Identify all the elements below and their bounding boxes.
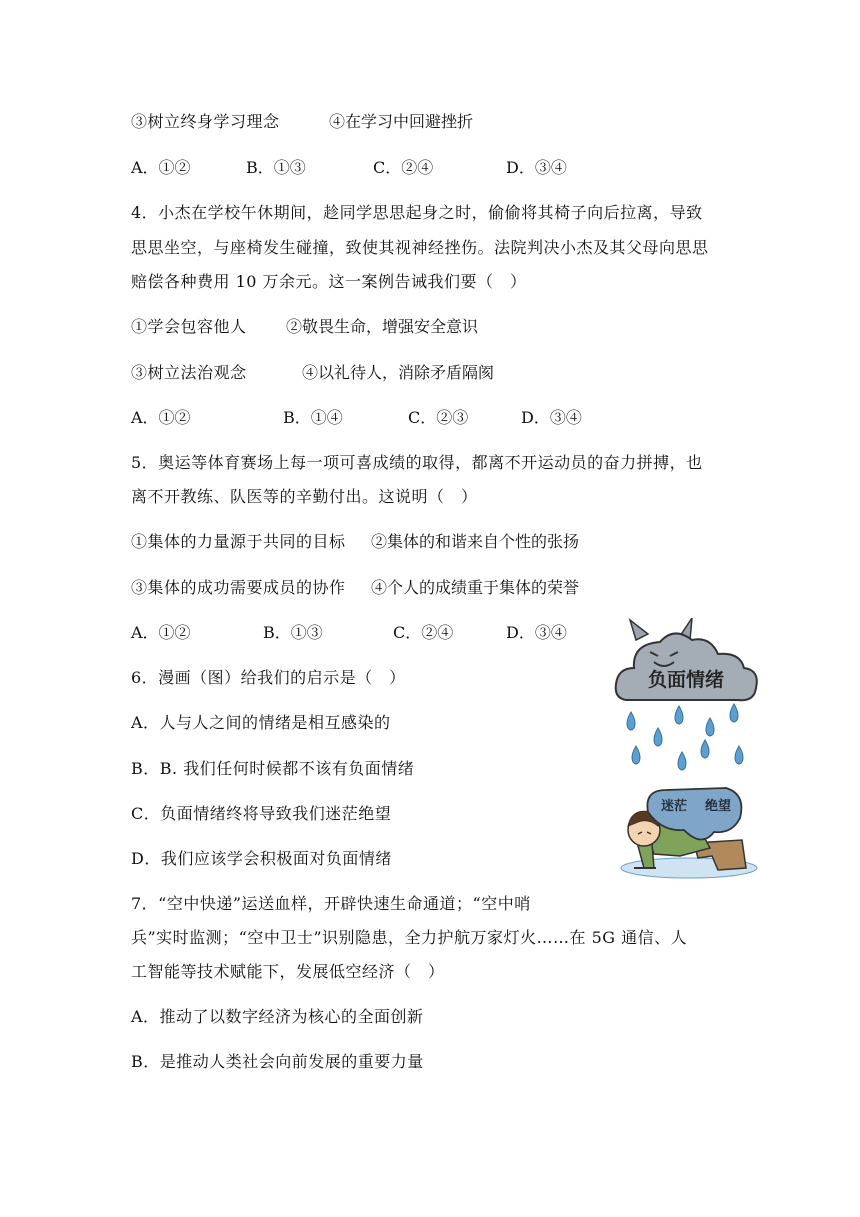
q4-option-3: ③树立法治观念: [131, 363, 247, 382]
negative-emotion-cartoon: [614, 618, 764, 888]
q7-stem-line-1: 7．“空中快递”运送血样，开辟快速生命通道；“空中哨: [131, 894, 531, 913]
q7-stem-line-2: 兵”实时监测；“空中卫士”识别隐患，全力护航万家灯火……在 5G 通信、人: [131, 928, 688, 947]
q4-stem-line-3: 赔偿各种费用 10 万余元。这一案例告诫我们要（ ）: [131, 272, 527, 291]
q6-choice-b: B．B. 我们任何时候都不该有负面情绪: [131, 759, 415, 778]
cloud-label: 负面情绪: [647, 669, 725, 691]
q4-option-2: ②敬畏生命，增强安全意识: [286, 317, 479, 336]
q6-choice-d: D．我们应该学会积极面对负面情绪: [131, 849, 392, 868]
q4-choice-d: D．③④: [521, 408, 582, 427]
q4-choice-b: B．①④: [283, 408, 343, 427]
q5-choice-b: B．①③: [263, 623, 323, 642]
q4-stem-line-1: 4．小杰在学校午休期间，趁同学思思起身之时，偷偷将其椅子向后拉离，导致: [131, 203, 703, 222]
q5-option-2: ②集体的和谐来自个性的张扬: [371, 532, 580, 551]
sack-label-right: 绝望: [704, 799, 732, 814]
q4-option-1: ①学会包容他人: [131, 317, 247, 336]
q5-choice-c: C．②④: [393, 623, 454, 642]
q5-choice-d: D．③④: [506, 623, 567, 642]
q4-option-4: ④以礼待人，消除矛盾隔阂: [302, 363, 495, 382]
q5-option-3: ③集体的成功需要成员的协作: [131, 578, 346, 597]
q6-choice-a: A．人与人之间的情绪是相互感染的: [131, 713, 391, 732]
q7-choice-a: A．推动了以数字经济为核心的全面创新: [131, 1007, 424, 1026]
q7-choice-b: B．是推动人类社会向前发展的重要力量: [131, 1052, 424, 1071]
sack-label-left: 迷茫: [660, 799, 688, 814]
q4-choice-c: C．②③: [408, 408, 469, 427]
q4-stem-line-2: 思思坐空，与座椅发生碰撞，致使其视神经挫伤。法院判决小杰及其父母向思思: [131, 238, 709, 257]
q3-choice-a: A．①②: [131, 158, 191, 177]
q5-stem-line-1: 5．奥运等体育赛场上每一项可喜成绩的取得，都离不开运动员的奋力拼搏，也: [131, 453, 703, 472]
q3-option-3: ③树立终身学习理念: [131, 112, 280, 131]
q3-choice-c: C．②④: [373, 158, 434, 177]
q3-choice-d: D．③④: [506, 158, 567, 177]
q6-stem: 6．漫画（图）给我们的启示是（ ）: [131, 668, 406, 687]
q5-option-4: ④个人的成绩重于集体的荣誉: [371, 578, 580, 597]
q4-choice-a: A．①②: [131, 408, 191, 427]
q5-option-1: ①集体的力量源于共同的目标: [131, 532, 346, 551]
q6-choice-c: C．负面情绪终将导致我们迷茫绝望: [131, 804, 392, 823]
q5-stem-line-2: 离不开教练、队医等的辛勤付出。这说明（ ）: [131, 487, 478, 506]
q3-option-4: ④在学习中回避挫折: [329, 112, 474, 131]
q3-choice-b: B．①③: [246, 158, 306, 177]
q7-stem-line-3: 工智能等技术赋能下，发展低空经济（ ）: [131, 962, 445, 981]
q5-choice-a: A．①②: [131, 623, 191, 642]
